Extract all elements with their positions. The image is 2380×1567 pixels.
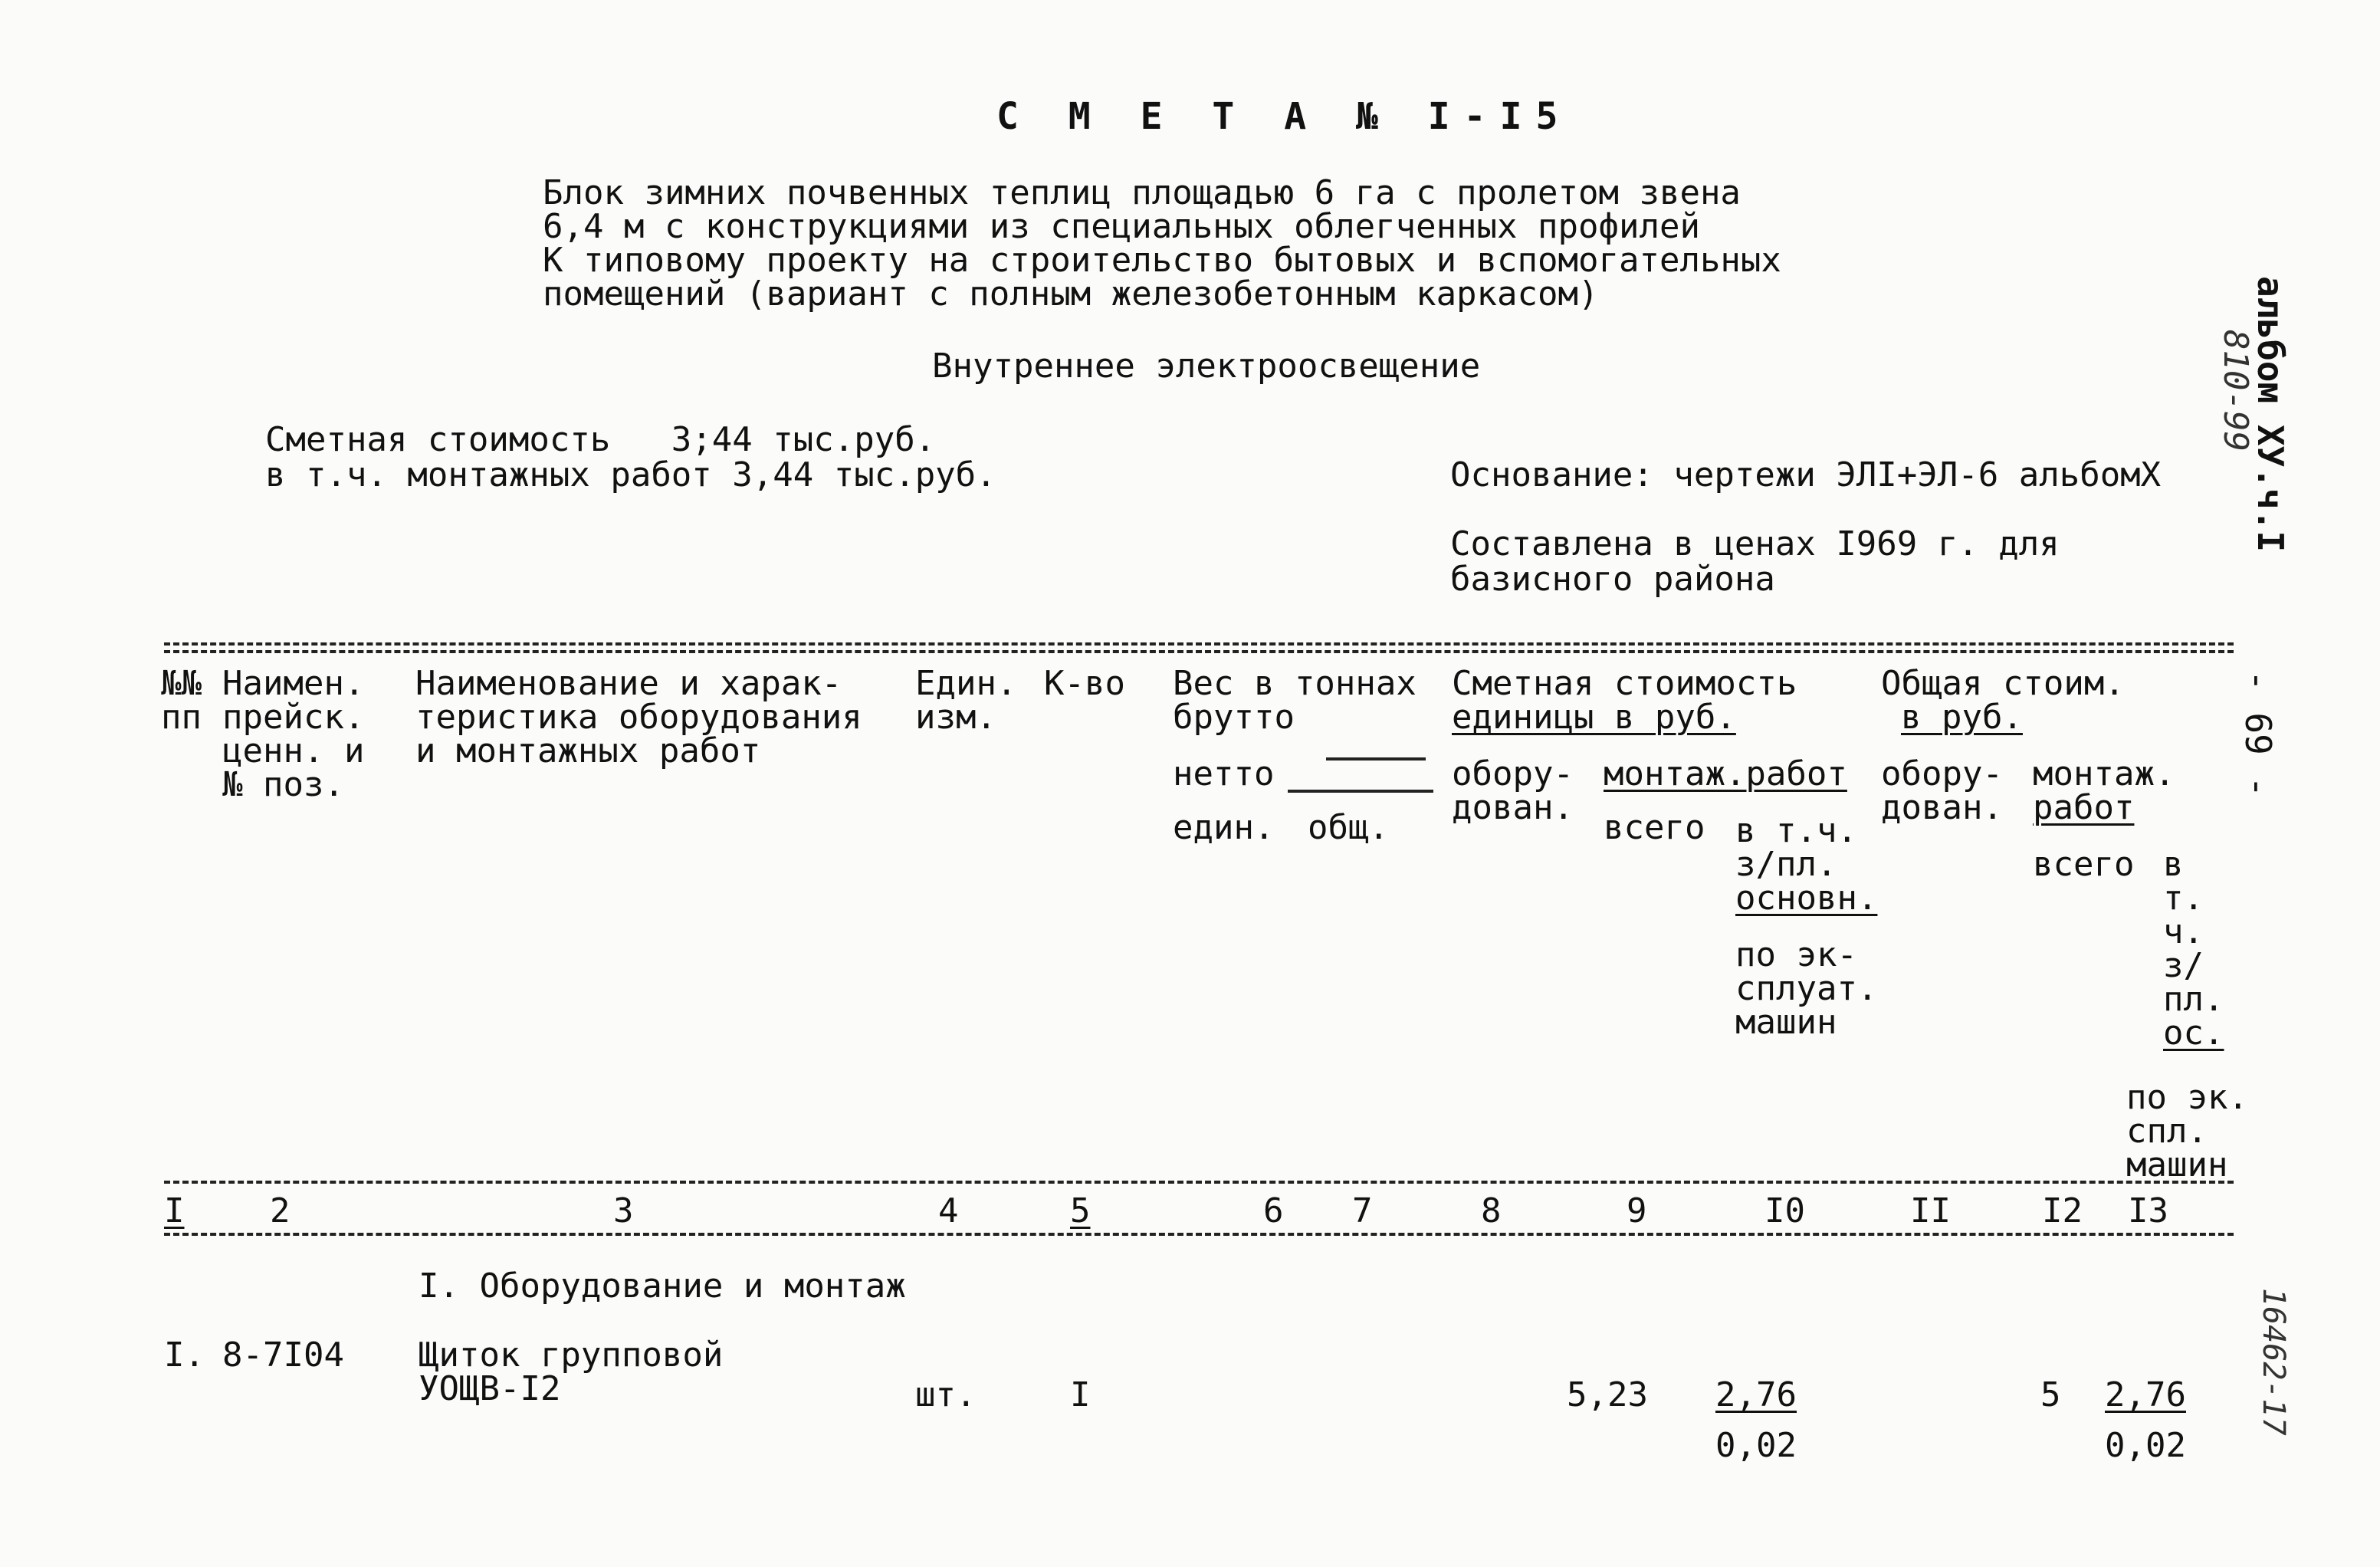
table-top-rule bbox=[164, 642, 2234, 646]
column-number-7: 7 bbox=[1352, 1191, 1373, 1230]
row-qty: I bbox=[1070, 1375, 1091, 1414]
subtitle-line-2: 6,4 м с конструкциями из специальных облегченных профилей bbox=[543, 207, 1700, 246]
header-col-2-l1: Наимен. bbox=[222, 664, 365, 703]
header-total-incl-l5: пл. bbox=[2163, 980, 2224, 1019]
header-weight-l1: Вес в тоннах bbox=[1173, 664, 1417, 703]
column-number-2: 2 bbox=[270, 1191, 291, 1230]
header-total-all: всего bbox=[2033, 845, 2135, 884]
header-unit-incl-l1: в т.ч. bbox=[1735, 811, 1857, 850]
column-number-9: 9 bbox=[1627, 1191, 1647, 1230]
header-col-3-l2: теристика оборудования bbox=[415, 698, 862, 737]
header-total-mont-l2: работ bbox=[2033, 788, 2135, 827]
header-weight-total: общ. bbox=[1308, 808, 1389, 847]
row-mach-unit-cost: 0,02 bbox=[1715, 1426, 1797, 1465]
page-number: - 69 - bbox=[2237, 670, 2279, 798]
header-total-equip-l2: дован. bbox=[1881, 788, 2003, 827]
header-unit-mont: монтаж.работ bbox=[1604, 754, 1847, 793]
column-number-6: 6 bbox=[1263, 1191, 1284, 1230]
header-col-2-l3: ценн. и bbox=[222, 731, 365, 770]
header-col-2-l4: № поз. bbox=[222, 765, 344, 804]
row-mont-total-cost: 2,76 bbox=[2105, 1375, 2186, 1414]
column-number-5: 5 bbox=[1070, 1191, 1091, 1230]
basis-line: Основание: чертежи ЭЛI+ЭЛ-6 альбомХ bbox=[1450, 455, 2162, 494]
row-mach-total-cost: 0,02 bbox=[2105, 1426, 2186, 1465]
header-col-4-l1: Един. bbox=[915, 664, 1017, 703]
header-weight-brutto: брутто bbox=[1173, 698, 1295, 737]
column-number-10: I0 bbox=[1764, 1191, 1805, 1230]
column-number-3: 3 bbox=[613, 1191, 634, 1230]
header-unit-incl-l2: з/пл. bbox=[1735, 845, 1837, 884]
header-unit-equip-l2: дован. bbox=[1452, 788, 1574, 827]
row-name-l2: УОЩВ-I2 bbox=[419, 1369, 561, 1408]
header-total-incl-l4: з/ bbox=[2163, 946, 2204, 985]
header-weight-netto: нетто bbox=[1173, 754, 1275, 793]
handwritten-archive-note: 16462-17 bbox=[2256, 1288, 2291, 1436]
header-unit-exp-l1: по эк- bbox=[1735, 935, 1857, 974]
header-col-1-l1: №№ bbox=[161, 664, 202, 703]
column-number-11: II bbox=[1910, 1191, 1951, 1230]
subtitle-line-3: К типовому проекту на строительство бытовых и вспомогательных bbox=[543, 241, 1781, 280]
column-numbers-top-rule bbox=[164, 1181, 2234, 1184]
section-heading: I. Оборудование и монтаж bbox=[419, 1266, 906, 1306]
header-total-mont-l1: монтаж. bbox=[2033, 754, 2175, 793]
header-total-cost-l2: в руб. bbox=[1901, 698, 2023, 737]
prices-line-2: базисного района bbox=[1450, 560, 1775, 599]
cost-line-1: Сметная стоимость 3;44 тыс.руб. bbox=[265, 420, 936, 459]
header-unit-cost-l2: единицы в руб. bbox=[1452, 698, 1736, 737]
column-number-13: I3 bbox=[2128, 1191, 2168, 1230]
header-total-exp-l3: машин bbox=[2126, 1145, 2228, 1184]
subtitle-line-1: Блок зимних почвенных теплиц площадью 6 га с пролетом звена bbox=[543, 173, 1741, 212]
header-total-incl-l6: ос. bbox=[2163, 1013, 2224, 1053]
header-total-incl-l1: в bbox=[2163, 845, 2184, 884]
header-total-equip-l1: обору- bbox=[1881, 754, 2003, 793]
header-total-cost-l1: Общая стоим. bbox=[1881, 664, 2125, 703]
row-equip-unit-cost: 5,23 bbox=[1567, 1375, 1648, 1414]
column-numbers-bottom-rule bbox=[164, 1233, 2234, 1236]
header-unit-equip-l1: обору- bbox=[1452, 754, 1574, 793]
header-total-exp-l1: по эк. bbox=[2126, 1078, 2248, 1117]
cost-line-2: в т.ч. монтажных работ 3,44 тыс.руб. bbox=[265, 455, 996, 494]
row-name-l1: Щиток групповой bbox=[419, 1335, 724, 1375]
header-unit-exp-l2: сплуат. bbox=[1735, 969, 1878, 1008]
weight-netto-fraction-rule-2 bbox=[1288, 790, 1433, 793]
header-col-4-l2: изм. bbox=[915, 698, 996, 737]
header-col-3-l1: Наименование и харак- bbox=[415, 664, 842, 703]
album-vertical-note: альбом ХУ.ч.I bbox=[2250, 276, 2291, 553]
column-number-1: I bbox=[164, 1191, 185, 1230]
row-equip-total-cost: 5 bbox=[2040, 1375, 2061, 1414]
row-code: 8-7I04 bbox=[222, 1335, 344, 1375]
handwritten-code-note: 810-99 bbox=[2216, 330, 2255, 452]
header-total-incl-l2: т. bbox=[2163, 879, 2204, 918]
header-unit-incl-l3: основн. bbox=[1735, 879, 1878, 918]
weight-netto-fraction-rule-1 bbox=[1326, 757, 1426, 761]
prices-line-1: Составлена в ценах I969 г. для bbox=[1450, 524, 2060, 563]
column-number-4: 4 bbox=[938, 1191, 959, 1230]
header-col-3-l3: и монтажных работ bbox=[415, 731, 761, 770]
subtitle-line-4: помещений (вариант с полным железобетонным каркасом) bbox=[543, 274, 1599, 314]
row-number: I. bbox=[164, 1335, 205, 1375]
row-mont-unit-cost: 2,76 bbox=[1715, 1375, 1797, 1414]
header-total-incl-l3: ч. bbox=[2163, 912, 2204, 951]
row-unit: шт. bbox=[915, 1375, 977, 1414]
header-col-2-l2: прейск. bbox=[222, 698, 365, 737]
header-col-5: К-во bbox=[1044, 664, 1125, 703]
section-title: Внутреннее электроосвещение bbox=[932, 347, 1481, 386]
header-unit-all: всего bbox=[1604, 808, 1705, 847]
header-total-exp-l2: спл. bbox=[2126, 1112, 2208, 1151]
column-number-8: 8 bbox=[1481, 1191, 1502, 1230]
header-col-1-l2: пп bbox=[161, 698, 202, 737]
document-title: С М Е Т А № I-I5 bbox=[996, 95, 1572, 138]
header-unit-cost-l1: Сметная стоимость bbox=[1452, 664, 1797, 703]
header-unit-exp-l3: машин bbox=[1735, 1003, 1837, 1042]
header-weight-unit: един. bbox=[1173, 808, 1275, 847]
column-number-12: I2 bbox=[2042, 1191, 2083, 1230]
table-top-rule-2 bbox=[164, 650, 2234, 653]
